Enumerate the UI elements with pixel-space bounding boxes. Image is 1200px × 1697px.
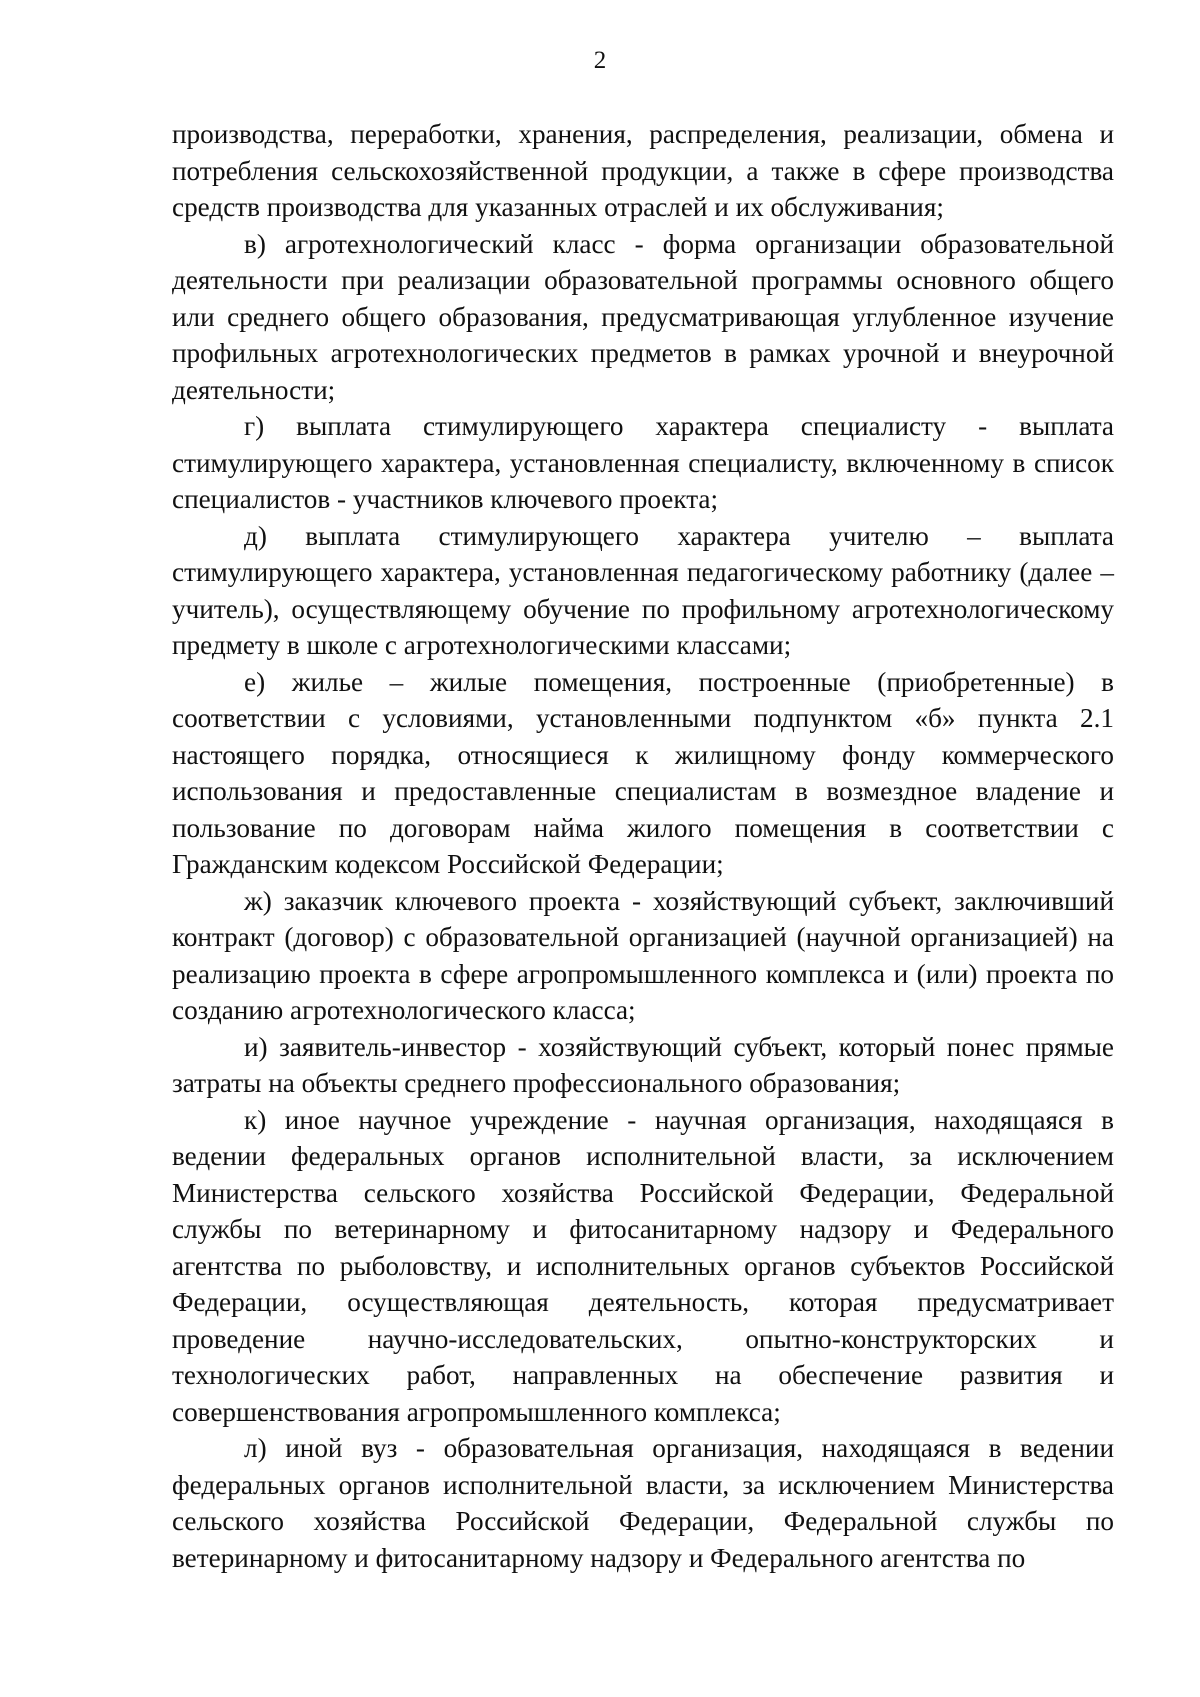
paragraph-item-l-other-university: л) иной вуз - образовательная организация, находящаяся в ведении федеральных органов исполнительной власти, за исключением Министерства сельского хозяйства Российской Федерации, Федеральной службы по ветеринарному и фитосанитарному надзору и Федерального агентства по bbox=[172, 1433, 1114, 1573]
paragraph-item-g-specialist-payment: г) выплата стимулирующего характера специалисту - выплата стимулирующего характера, установленная специалисту, включенному в список специалистов - участников ключевого проекта; bbox=[172, 411, 1114, 514]
paragraph-item-zh-project-customer: ж) заказчик ключевого проекта - хозяйствующий субъект, заключивший контракт (договор) с образовательной организацией (научной организацией) на реализацию проекта в сфере агропромышленного комплекса и (или) проекта по созданию агротехнологического класса; bbox=[172, 885, 1114, 1025]
document-body bbox=[172, 116, 1114, 1576]
paragraph-item-v-agrotech-class: в) агротехнологический класс - форма организации образовательной деятельности при реализации образовательной программы основного общего или среднего общего образования, предусматривающая углубленное изучение профильных агротехнологических предметов в рамках урочной и внеурочной деятельности; bbox=[172, 228, 1114, 405]
paragraph-item-k-other-scientific-institution: к) иное научное учреждение - научная организация, находящаяся в ведении федеральных органов исполнительной власти, за исключением Министерства сельского хозяйства Российской Федерации, Федеральной службы по ветеринарному и фитосанитарному надзору и Федерального агентства по рыболовству, и исполнительных органов субъектов Российской Федерации, осуществляющая деятельность, которая предусматривает проведение научно-исследовательских, опытно-конструкторских и технологических работ, направленных на обеспечение развития и совершенствования агропромышленного комплекса; bbox=[172, 1104, 1114, 1427]
paragraph-continuation: производства, переработки, хранения, распределения, реализации, обмена и потребления сельскохозяйственной продукции, а также в сфере производства средств производства для указанных отраслей и их обслуживания; bbox=[172, 119, 1114, 222]
paragraph-item-i-applicant-investor: и) заявитель-инвестор - хозяйствующий субъект, который понес прямые затраты на объекты среднего профессионального образования; bbox=[172, 1031, 1114, 1098]
page-number: 2 bbox=[593, 47, 607, 74]
paragraph-item-d-teacher-payment: д) выплата стимулирующего характера учителю – выплата стимулирующего характера, установленная педагогическому работнику (далее – учитель), осуществляющему обучение по профильному агротехнологическому предмету в школе с агротехнологическими классами; bbox=[172, 520, 1114, 660]
paragraph-item-e-housing: е) жилье – жилые помещения, построенные (приобретенные) в соответствии с условиями, установленными подпунктом «б» пункта 2.1 настоящего порядка, относящиеся к жилищному фонду коммерческого использования и предоставленные специалистам в возмездное владение и пользование по договорам найма жилого помещения в соответствии с Гражданским кодексом Российской Федерации; bbox=[172, 666, 1114, 879]
